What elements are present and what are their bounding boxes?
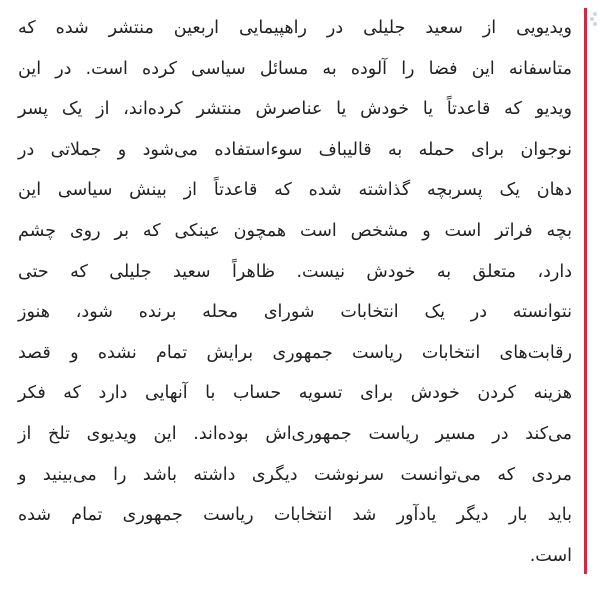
article-line: دارد، متعلق به خودش نیست. ظاهراً سعید جلیلی که حتی [18,261,572,282]
article-line: باید بار دیگر یادآور شد انتخابات ریاست جمهوری تمام شده [18,505,572,526]
article-line: بچه فراتر است و مشخص است همچون عینکی که بر روی چشم [18,220,572,241]
article-line: رقابت‌های انتخابات ریاست جمهوری برایش تمام نشده و قصد [18,342,572,363]
article-line: متاسفانه این فضا را آلوده به مسائل سیاسی کرده است. در این [18,58,572,79]
share-icon[interactable] [590,10,598,28]
article-line: دهان یک پسربچه گذاشته شده که قاعدتاً از بینش سیاسی این [18,180,572,201]
article-line: هزینه کردن خودش برای تسویه حساب با آنهایی دارد که فکر [18,383,572,404]
article-line: ویدیو که قاعدتاً یا خودش یا عناصرش منتشر کرده‌اند، از یک پسر [18,99,572,120]
accent-bar [584,8,587,574]
article-line: می‌کند در مسیر ریاست جمهوری‌اش بوده‌اند. این ویدیوی تلخ از [18,423,572,444]
article-line: نتوانسته در یک انتخابات شورای محله برنده شود، هنوز [18,302,572,323]
article-line-last: است. [529,545,572,566]
article-line: مردی که می‌توانست سرنوشت دیگری داشته باشد را می‌بینید و [18,464,572,485]
article-line: نوجوان برای حمله به قالیباف سوءاستفاده می‌شود و جملاتی در [18,139,572,160]
article-line: ویدیویی از سعید جلیلی در راهپیمایی اربعین منتشر شده که [18,18,572,38]
article-body [18,8,572,576]
